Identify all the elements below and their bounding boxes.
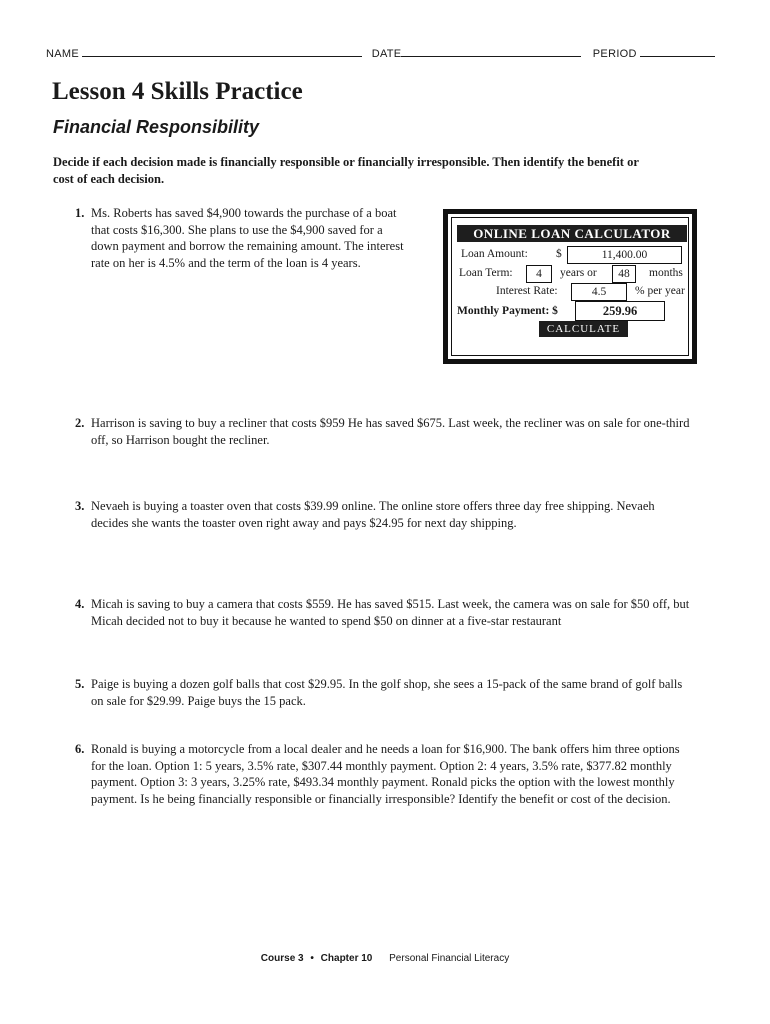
interest-rate-input[interactable]: 4.5 <box>571 283 627 301</box>
question-6 <box>75 741 690 807</box>
question-number: 2. <box>75 416 85 430</box>
per-year-label: % per year <box>635 285 685 297</box>
question-number: 6. <box>75 742 85 756</box>
loan-calculator <box>443 209 697 364</box>
months-input[interactable]: 48 <box>612 265 636 283</box>
question-number: 3. <box>75 499 85 513</box>
footer-bullet: • <box>310 953 314 964</box>
question-2 <box>75 415 690 448</box>
calculator-title: ONLINE LOAN CALCULATOR <box>457 225 687 242</box>
footer-subject: Personal Financial Literacy <box>389 953 510 964</box>
page-title: Lesson 4 Skills Practice <box>52 78 303 105</box>
question-text: Micah is saving to buy a camera that costs $559. He has saved $515. Last week, the camera was on sale for $50 off, but Micah decided not to buy it because he wanted to spend $50 on dinner at a five-star restaurant <box>91 597 690 628</box>
question-3 <box>75 498 690 531</box>
period-label: PERIOD <box>592 48 637 60</box>
period-field[interactable] <box>640 46 715 57</box>
loan-term-label: Loan Term: <box>459 267 513 279</box>
years-input[interactable]: 4 <box>526 265 552 283</box>
loan-amount-label: Loan Amount: <box>461 248 528 260</box>
footer-chapter: Chapter 10 <box>320 953 373 964</box>
months-label: months <box>649 267 683 279</box>
question-5 <box>75 676 695 709</box>
instructions: Decide if each decision made is financially responsible or financially irresponsible. Then identify the benefit or cost of each decision. <box>53 155 639 186</box>
question-text: Harrison is saving to buy a recliner that costs $959 He has saved $675. Last week, the recliner was on sale for one-third off, so Harrison bought the recliner. <box>91 416 690 447</box>
name-label: NAME <box>46 48 79 60</box>
question-4 <box>75 596 690 629</box>
question-number: 1. <box>75 206 85 220</box>
calculate-button[interactable]: CALCULATE <box>539 321 628 337</box>
interest-rate-label: Interest Rate: <box>496 285 558 297</box>
monthly-payment-label: Monthly Payment: $ <box>457 305 558 317</box>
name-field[interactable] <box>82 46 362 57</box>
question-text: Paige is buying a dozen golf balls that cost $29.95. In the golf shop, she sees a 15-pack of the same brand of golf balls on sale for $29.99. Paige buys the 15 pack. <box>91 677 683 708</box>
question-1 <box>75 205 405 271</box>
question-text: Nevaeh is buying a toaster oven that costs $39.99 online. The online store offers three day free shipping. Nevaeh decides she wants the toaster oven right away and pays $24.95 for next day shipping. <box>91 499 655 530</box>
question-text: Ms. Roberts has saved $4,900 towards the purchase of a boat that costs $16,300. She plans to use the $4,900 saved for a down payment and borrow the remaining amount. The interest rate on her is 4.5% and the term of the loan is 4 years. <box>91 206 404 270</box>
date-label: DATE <box>371 48 402 60</box>
page-subtitle: Financial Responsibility <box>53 117 260 137</box>
question-number: 4. <box>75 597 85 611</box>
calculator-panel <box>451 217 689 356</box>
years-or-label: years or <box>560 267 597 279</box>
question-text: Ronald is buying a motorcycle from a local dealer and he needs a loan for $16,900. The bank offers him three options for the loan. Option 1: 5 years, 3.5% rate, $307.44 monthly payment. Option 2: 4 years, 3.5% rate, $377.82 monthly payment. Option 3: 3 years, 3.25% rate, $493.34 monthly payment. Ronald picks the option with the lowest monthly payment. Is he being financially responsible or financially irresponsible? Identify the benefit or cost of the decision. <box>91 742 680 806</box>
worksheet-header <box>46 46 726 60</box>
question-number: 5. <box>75 677 85 691</box>
monthly-payment-output: 259.96 <box>575 301 665 321</box>
date-field[interactable] <box>401 46 581 57</box>
page-footer <box>0 953 770 964</box>
footer-course: Course 3 <box>260 953 304 964</box>
dollar-sign: $ <box>556 248 562 260</box>
loan-amount-input[interactable]: 11,400.00 <box>567 246 682 264</box>
